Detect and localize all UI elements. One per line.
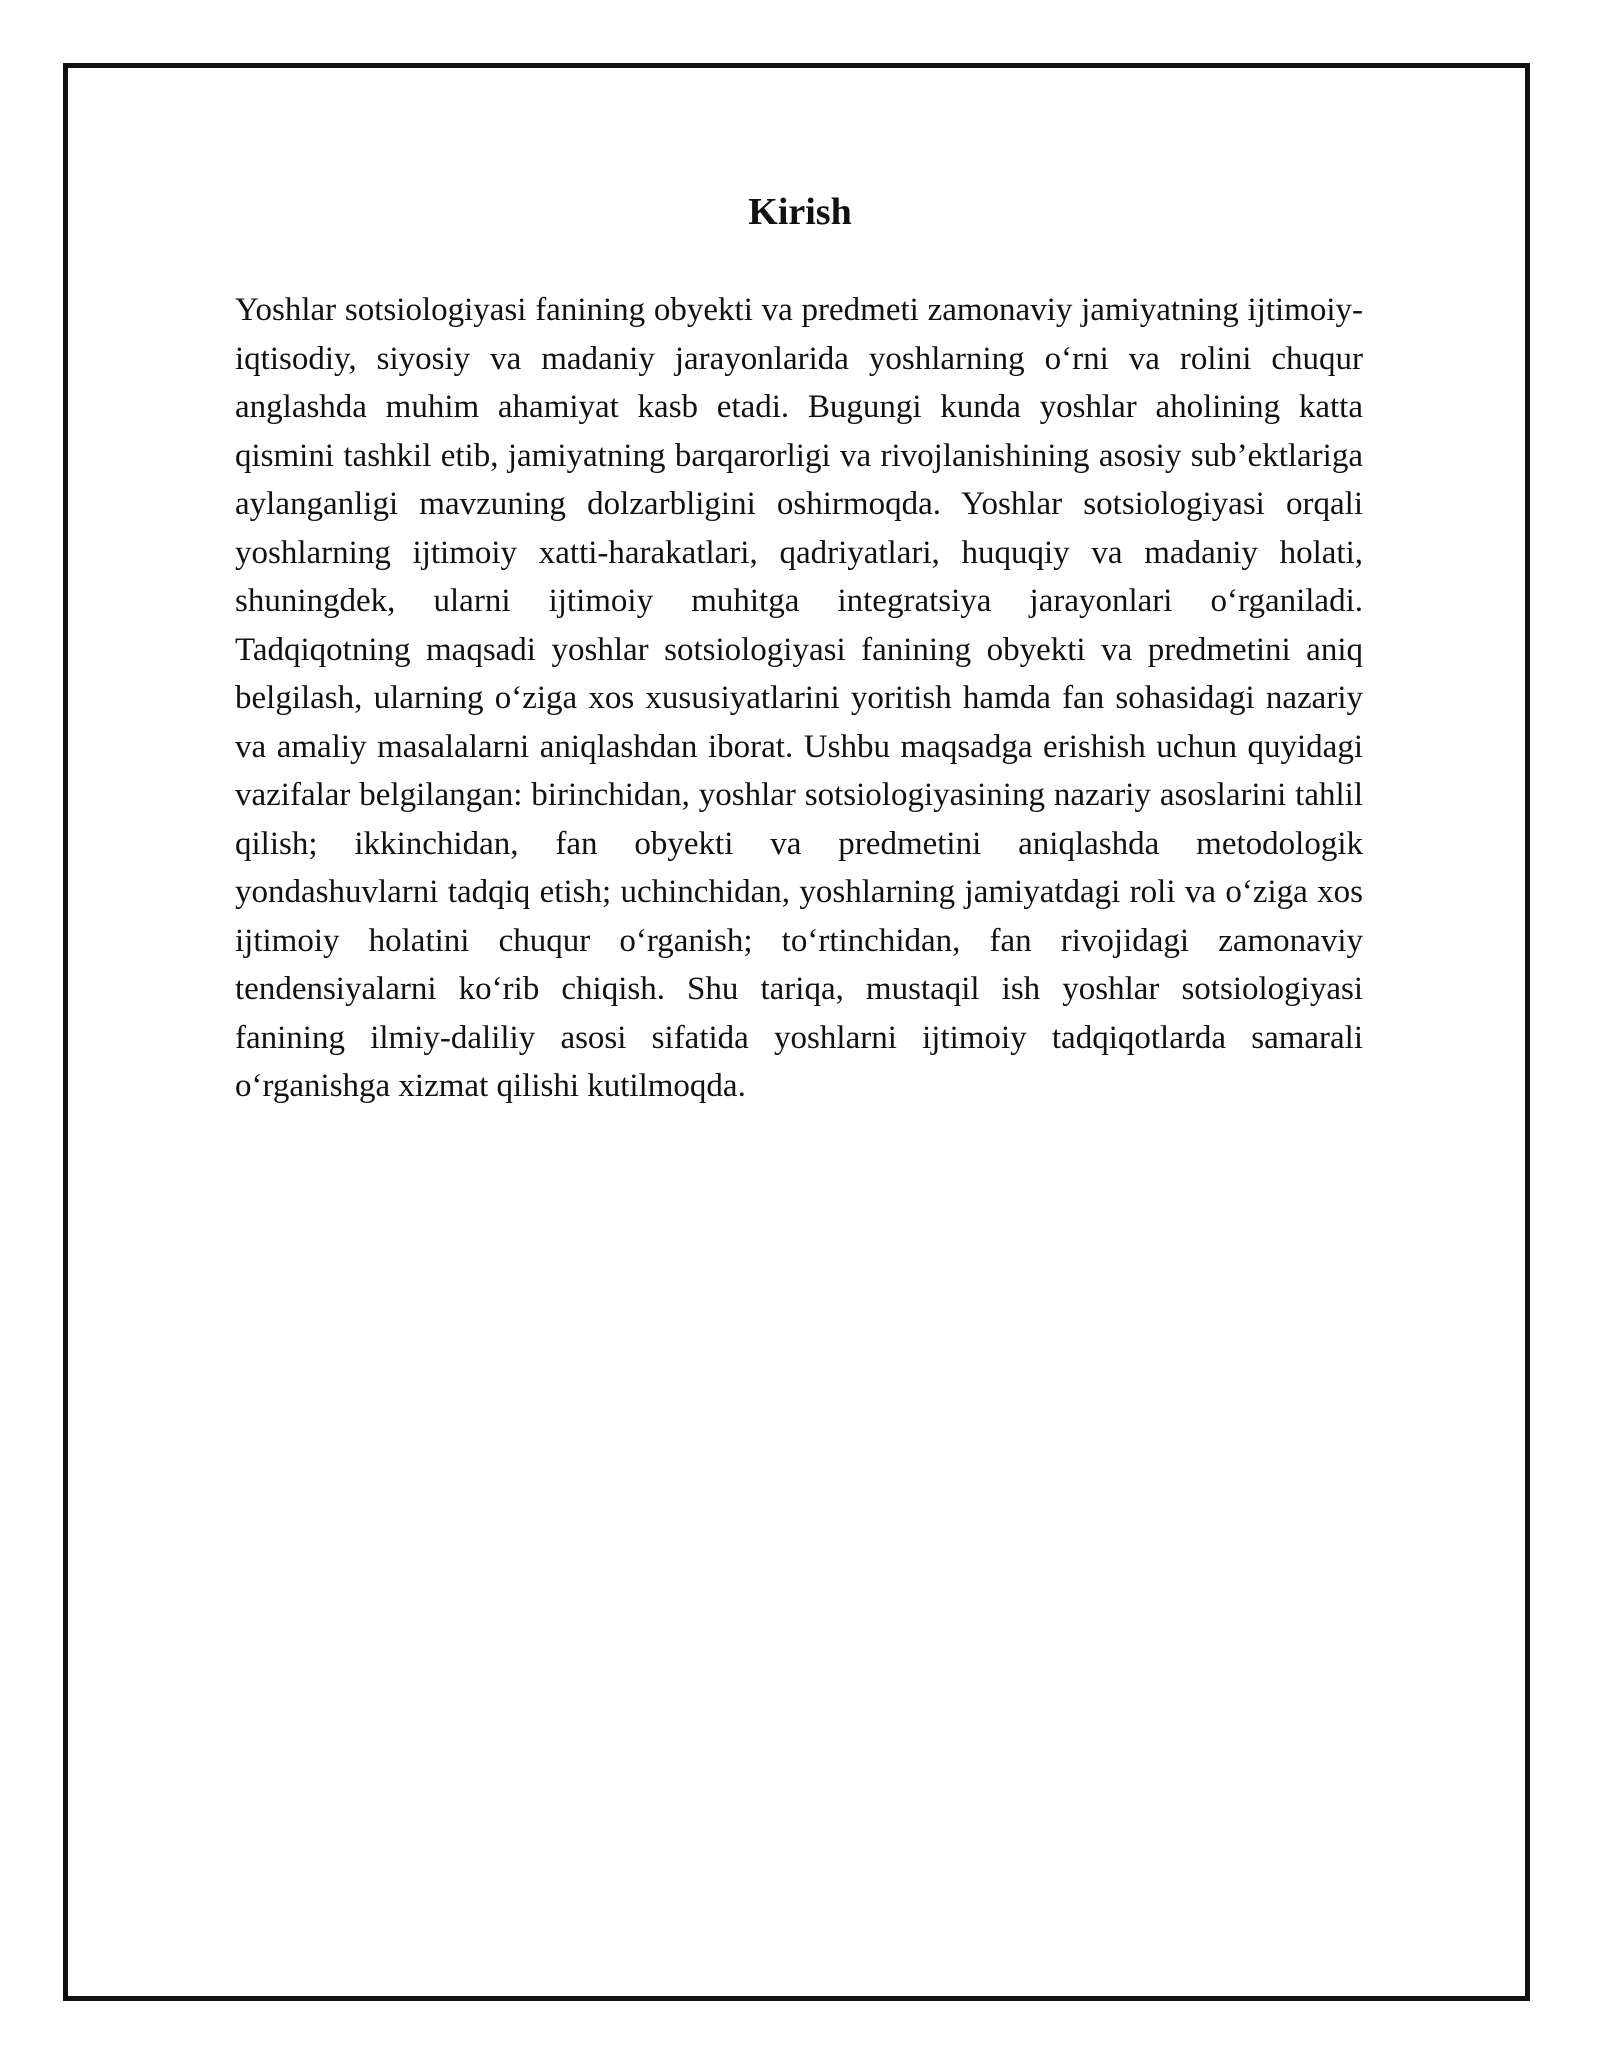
page-title: Kirish (748, 191, 852, 233)
body-paragraph: Yoshlar sotsiologiyasi fanining obyekti va predmeti zamonaviy jamiyatning ijtimoiy-iqtisodiy, siyosiy va madaniy jarayonlarida yoshlarning o‘rni va rolini chuqur anglashda muhim ahamiyat kasb etadi. Bugungi kunda yoshlar aholining katta qismini tashkil etib, jamiyatning barqarorligi va rivojlanishining asosiy sub’ektlariga aylanganligi mavzuning dolzarbligini oshirmoqda. Yoshlar sotsiologiyasi orqali yoshlarning ijtimoiy xatti-harakatlari, qadriyatlari, huquqiy va madaniy holati, shuningdek, ularni ijtimoiy muhitga integratsiya jarayonlari o‘rganiladi. Tadqiqotning maqsadi yoshlar sotsiologiyasi fanining obyekti va predmetini aniq belgilash, ularning o‘ziga xos xususiyatlarini yoritish hamda fan sohasidagi nazariy va amaliy masalalarni aniqlashdan iborat. Ushbu maqsadga erishish uchun quyidagi vazifalar belgilangan: birinchidan, yoshlar sotsiologiyasining nazariy asoslarini tahlil qilish; ikkinchidan, fan obyekti va predmetini aniqlashda metodologik yondashuvlarni tadqiq etish; uchinchidan, yoshlarning jamiyatdagi roli va o‘ziga xos ijtimoiy holatini chuqur o‘rganish; to‘rtinchidan, fan rivojidagi zamonaviy tendensiyalarni ko‘rib chiqish. Shu tariqa, mustaqil ish yoshlar sotsiologiyasi fanining ilmiy-daliliy asosi sifatida yoshlarni ijtimoiy tadqiqotlarda samarali o‘rganishga xizmat qilishi kutilmoqda. (235, 292, 1363, 1104)
